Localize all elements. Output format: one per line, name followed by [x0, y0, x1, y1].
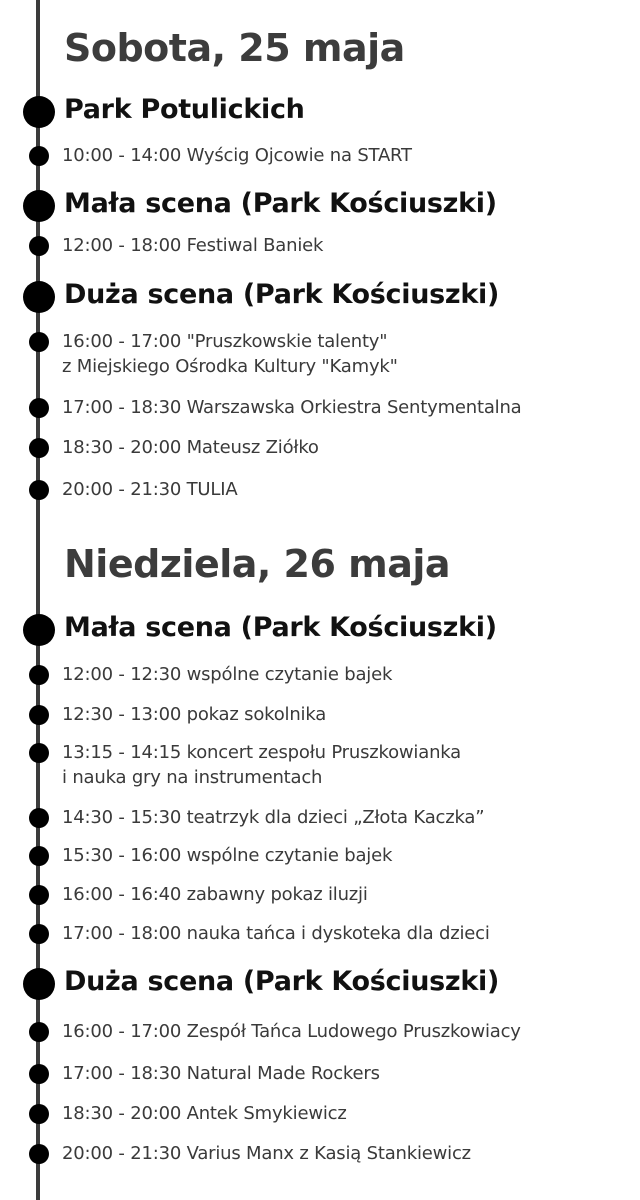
venue-bullet-icon	[23, 968, 55, 1000]
venue-bullet-icon	[23, 281, 55, 313]
event-line: i nauka gry na instrumentach	[62, 767, 323, 788]
event-bullet-icon	[29, 332, 49, 352]
venue-name: Duża scena (Park Kościuszki)	[64, 966, 499, 997]
venue-bullet-icon	[23, 190, 55, 222]
event-bullet-icon	[29, 398, 49, 418]
event-text: 12:00 - 12:30 wspólne czytanie bajek	[62, 664, 393, 685]
event-line: 13:15 - 14:15 koncert zespołu Pruszkowianka	[62, 742, 462, 763]
event-bullet-icon	[29, 743, 49, 763]
venue-park-potulickich	[0, 90, 640, 130]
event-text: 18:30 - 20:00 Antek Smykiewicz	[62, 1103, 347, 1124]
venue-bullet-icon	[23, 96, 55, 128]
event-text	[62, 329, 398, 379]
event-text: 12:30 - 13:00 pokaz sokolnika	[62, 704, 327, 725]
event-text: 20:00 - 21:30 TULIA	[62, 479, 238, 500]
event-text: 17:00 - 18:30 Natural Made Rockers	[62, 1063, 380, 1084]
event-bullet-icon	[29, 924, 49, 944]
event-text: 14:30 - 15:30 teatrzyk dla dzieci „Złota Kaczka”	[62, 807, 485, 828]
event-text	[62, 740, 461, 790]
event-text: 15:30 - 16:00 wspólne czytanie bajek	[62, 845, 393, 866]
event-line: 16:00 - 17:00 "Pruszkowskie talenty"	[62, 331, 388, 352]
event-text: 16:00 - 16:40 zabawny pokaz iluzji	[62, 884, 368, 905]
venue-mala-scena	[0, 184, 640, 224]
timeline-line	[36, 0, 40, 1200]
event-bullet-icon	[29, 1104, 49, 1124]
event-bullet-icon	[29, 146, 49, 166]
event-bullet-icon	[29, 705, 49, 725]
venue-duza-scena	[0, 275, 640, 315]
event-bullet-icon	[29, 1064, 49, 1084]
event-bullet-icon	[29, 846, 49, 866]
event-bullet-icon	[29, 1022, 49, 1042]
event-text: 17:00 - 18:30 Warszawska Orkiestra Sentymentalna	[62, 397, 522, 418]
event-bullet-icon	[29, 885, 49, 905]
day-title-saturday: Sobota, 25 maja	[64, 26, 405, 70]
venue-name: Mała scena (Park Kościuszki)	[64, 188, 497, 219]
event-bullet-icon	[29, 1144, 49, 1164]
event-bullet-icon	[29, 480, 49, 500]
event-text: 10:00 - 14:00 Wyścig Ojcowie na START	[62, 145, 412, 166]
event-bullet-icon	[29, 665, 49, 685]
venue-name: Park Potulickich	[64, 94, 305, 125]
event-text: 20:00 - 21:30 Varius Manx z Kasią Stankiewicz	[62, 1143, 471, 1164]
event-bullet-icon	[29, 438, 49, 458]
event-text: 12:00 - 18:00 Festiwal Baniek	[62, 235, 324, 256]
event-line: z Miejskiego Ośrodka Kultury "Kamyk"	[62, 356, 398, 377]
event-text: 18:30 - 20:00 Mateusz Ziółko	[62, 437, 319, 458]
event-text: 16:00 - 17:00 Zespół Tańca Ludowego Pruszkowiacy	[62, 1021, 521, 1042]
event-bullet-icon	[29, 808, 49, 828]
day-title-sunday: Niedziela, 26 maja	[64, 542, 451, 586]
venue-name: Mała scena (Park Kościuszki)	[64, 612, 497, 643]
venue-duza-scena	[0, 962, 640, 1002]
venue-bullet-icon	[23, 614, 55, 646]
venue-name: Duża scena (Park Kościuszki)	[64, 279, 499, 310]
venue-mala-scena	[0, 608, 640, 648]
event-text: 17:00 - 18:00 nauka tańca i dyskoteka dla dzieci	[62, 923, 490, 944]
event-bullet-icon	[29, 236, 49, 256]
